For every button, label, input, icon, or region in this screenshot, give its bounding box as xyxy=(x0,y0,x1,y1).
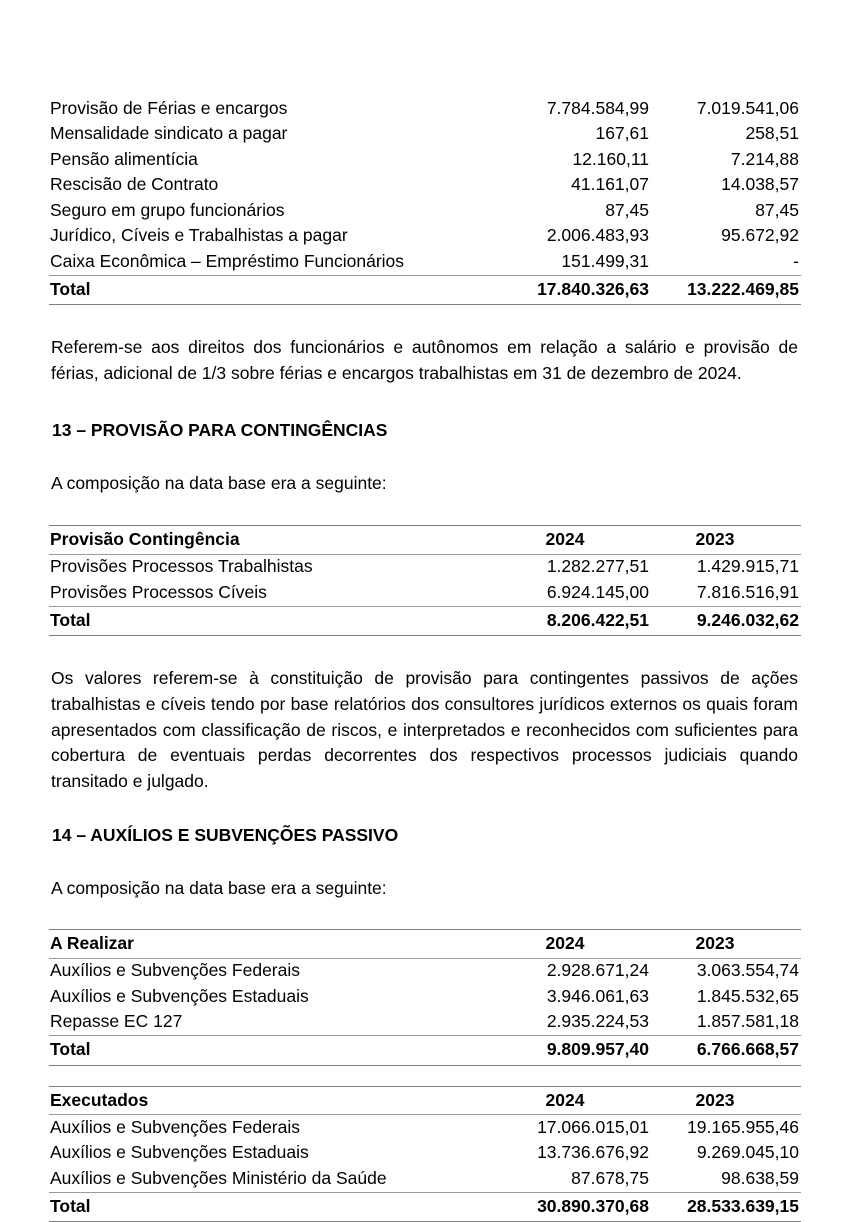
column-header-2023: 2023 xyxy=(651,930,801,959)
row-value-2023: 9.269.045,10 xyxy=(696,1142,799,1163)
row-label: Provisões Processos Cíveis xyxy=(50,581,267,602)
spacer xyxy=(49,305,800,335)
row-value-2024: 17.066.015,01 xyxy=(537,1116,649,1137)
contingencia-table xyxy=(49,525,801,636)
row-value-2023: - xyxy=(793,250,799,271)
table-row xyxy=(49,1141,801,1167)
table-header-row xyxy=(49,1086,801,1115)
row-value-2023: 258,51 xyxy=(745,123,799,143)
spacer xyxy=(49,497,800,525)
a-realizar-table-block xyxy=(49,929,800,1066)
row-value-2023: 98.638,59 xyxy=(721,1167,799,1188)
section-14-intro: A composição na data base era a seguinte: xyxy=(51,877,387,898)
column-header-2023: 2023 xyxy=(651,526,801,555)
row-value-2024: 13.736.676,92 xyxy=(537,1142,649,1163)
table-total-row xyxy=(49,1036,801,1066)
row-value-2024: 151.499,31 xyxy=(561,250,649,271)
table-total-row xyxy=(49,606,801,636)
row-value-2024: 2.935.224,53 xyxy=(546,1011,649,1032)
executados-table-block xyxy=(49,1086,800,1222)
table-row xyxy=(49,96,801,122)
a-realizar-table xyxy=(49,929,801,1066)
table-row xyxy=(49,122,801,148)
salaries-table-block xyxy=(49,96,800,305)
total-value-2023: 28.533.639,15 xyxy=(651,1192,801,1222)
row-label: Pensão alimentícia xyxy=(50,148,198,169)
row-value-2023: 7.019.541,06 xyxy=(696,97,799,118)
table-row xyxy=(49,958,801,984)
row-label: Repasse EC 127 xyxy=(50,1011,183,1032)
row-value-2024: 167,61 xyxy=(595,123,649,143)
row-value-2023: 3.063.554,74 xyxy=(696,960,799,981)
total-label: Total xyxy=(49,275,501,305)
row-value-2023: 19.165.955,46 xyxy=(687,1116,799,1137)
total-value-2023: 9.246.032,62 xyxy=(651,606,801,636)
row-value-2024: 87.678,75 xyxy=(571,1167,649,1188)
total-label: Total xyxy=(49,1036,501,1066)
row-label: Auxílios e Subvenções Ministério da Saúde xyxy=(50,1167,387,1188)
table-header-row xyxy=(49,526,801,555)
total-value-2023: 13.222.469,85 xyxy=(651,275,801,305)
row-label: Provisão de Férias e encargos xyxy=(50,97,288,118)
row-value-2024: 1.282.277,51 xyxy=(546,556,649,577)
table-row xyxy=(49,554,801,580)
table-row xyxy=(49,173,801,199)
row-value-2024: 41.161,07 xyxy=(571,174,649,194)
section-14-heading: 14 – AUXÍLIOS E SUBVENÇÕES PASSIVO xyxy=(52,824,399,845)
executados-table xyxy=(49,1086,801,1222)
column-header-label: A Realizar xyxy=(49,930,501,959)
column-header-label: Provisão Contingência xyxy=(49,526,501,555)
column-header-2024: 2024 xyxy=(501,930,651,959)
row-value-2023: 87,45 xyxy=(755,199,799,220)
table-total-row xyxy=(49,1192,801,1222)
total-value-2024: 9.809.957,40 xyxy=(501,1036,651,1066)
row-label: Auxílios e Subvenções Estaduais xyxy=(50,1142,309,1163)
table-row xyxy=(49,984,801,1010)
spacer xyxy=(49,901,800,929)
total-label: Total xyxy=(49,1192,501,1222)
table-row xyxy=(49,224,801,250)
column-header-2024: 2024 xyxy=(501,526,651,555)
section-13-paragraph: Os valores referem-se à constituição de provisão para contingentes passivos de ações trabalhistas e cíveis tendo por base relatórios dos consultores jurídicos externos os quais foram apresentados com classificação de riscos, e interpretados e reconhecidos com suficientes para cobertura de eventuais perdas decorrentes dos respectivos processos judiciais quando transitado e julgado. xyxy=(51,668,798,792)
table-row xyxy=(49,1115,801,1141)
contingencia-table-block xyxy=(49,525,800,636)
row-label: Provisões Processos Trabalhistas xyxy=(50,556,313,577)
row-label: Caixa Econômica – Empréstimo Funcionários xyxy=(50,250,405,271)
table-row xyxy=(49,249,801,275)
total-value-2023: 6.766.668,57 xyxy=(651,1036,801,1066)
row-value-2023: 7.214,88 xyxy=(730,148,799,169)
spacer xyxy=(49,795,800,825)
row-label: Seguro em grupo funcionários xyxy=(50,199,285,220)
table-header-row xyxy=(49,930,801,959)
row-label: Jurídico, Cíveis e Trabalhistas a pagar xyxy=(50,225,348,245)
total-value-2024: 8.206.422,51 xyxy=(501,606,651,636)
column-header-label: Executados xyxy=(49,1086,501,1115)
total-value-2024: 17.840.326,63 xyxy=(501,275,651,305)
spacer xyxy=(49,1066,800,1086)
table-row xyxy=(49,198,801,224)
row-value-2024: 3.946.061,63 xyxy=(546,985,649,1006)
table-row xyxy=(49,1010,801,1036)
total-value-2024: 30.890.370,68 xyxy=(501,1192,651,1222)
row-value-2023: 1.429.915,71 xyxy=(696,556,799,577)
row-label: Auxílios e Subvenções Federais xyxy=(50,960,300,981)
row-value-2023: 1.845.532,65 xyxy=(696,985,799,1006)
row-value-2024: 2.006.483,93 xyxy=(546,225,649,245)
spacer xyxy=(49,386,800,420)
section-13-intro: A composição na data base era a seguinte: xyxy=(51,473,387,494)
row-value-2023: 14.038,57 xyxy=(721,174,799,194)
column-header-2023: 2023 xyxy=(651,1086,801,1115)
salaries-description-paragraph: Referem-se aos direitos dos funcionários e autônomos em relação a salário e provisão de férias, adicional de 1/3 sobre férias e encargos trabalhistas em 31 de dezembro de 2024. xyxy=(51,337,798,383)
row-value-2023: 1.857.581,18 xyxy=(696,1011,799,1032)
row-value-2024: 87,45 xyxy=(605,199,649,220)
table-row xyxy=(49,580,801,606)
row-label: Auxílios e Subvenções Federais xyxy=(50,1116,300,1137)
table-row xyxy=(49,1166,801,1192)
row-value-2024: 6.924.145,00 xyxy=(546,581,649,602)
row-value-2023: 7.816.516,91 xyxy=(696,581,799,602)
spacer xyxy=(49,846,800,876)
row-label: Mensalidade sindicato a pagar xyxy=(50,123,288,143)
row-label: Rescisão de Contrato xyxy=(50,174,219,194)
row-value-2023: 95.672,92 xyxy=(721,225,799,245)
row-label: Auxílios e Subvenções Estaduais xyxy=(50,985,309,1006)
row-value-2024: 2.928.671,24 xyxy=(546,960,649,981)
column-header-2024: 2024 xyxy=(501,1086,651,1115)
row-value-2024: 7.784.584,99 xyxy=(546,97,649,118)
spacer xyxy=(49,636,800,666)
row-value-2024: 12.160,11 xyxy=(572,148,649,169)
salaries-table xyxy=(49,96,801,305)
spacer xyxy=(49,441,800,471)
table-total-row xyxy=(49,275,801,305)
section-13-heading: 13 – PROVISÃO PARA CONTINGÊNCIAS xyxy=(52,420,388,441)
total-label: Total xyxy=(49,606,501,636)
table-row xyxy=(49,147,801,173)
